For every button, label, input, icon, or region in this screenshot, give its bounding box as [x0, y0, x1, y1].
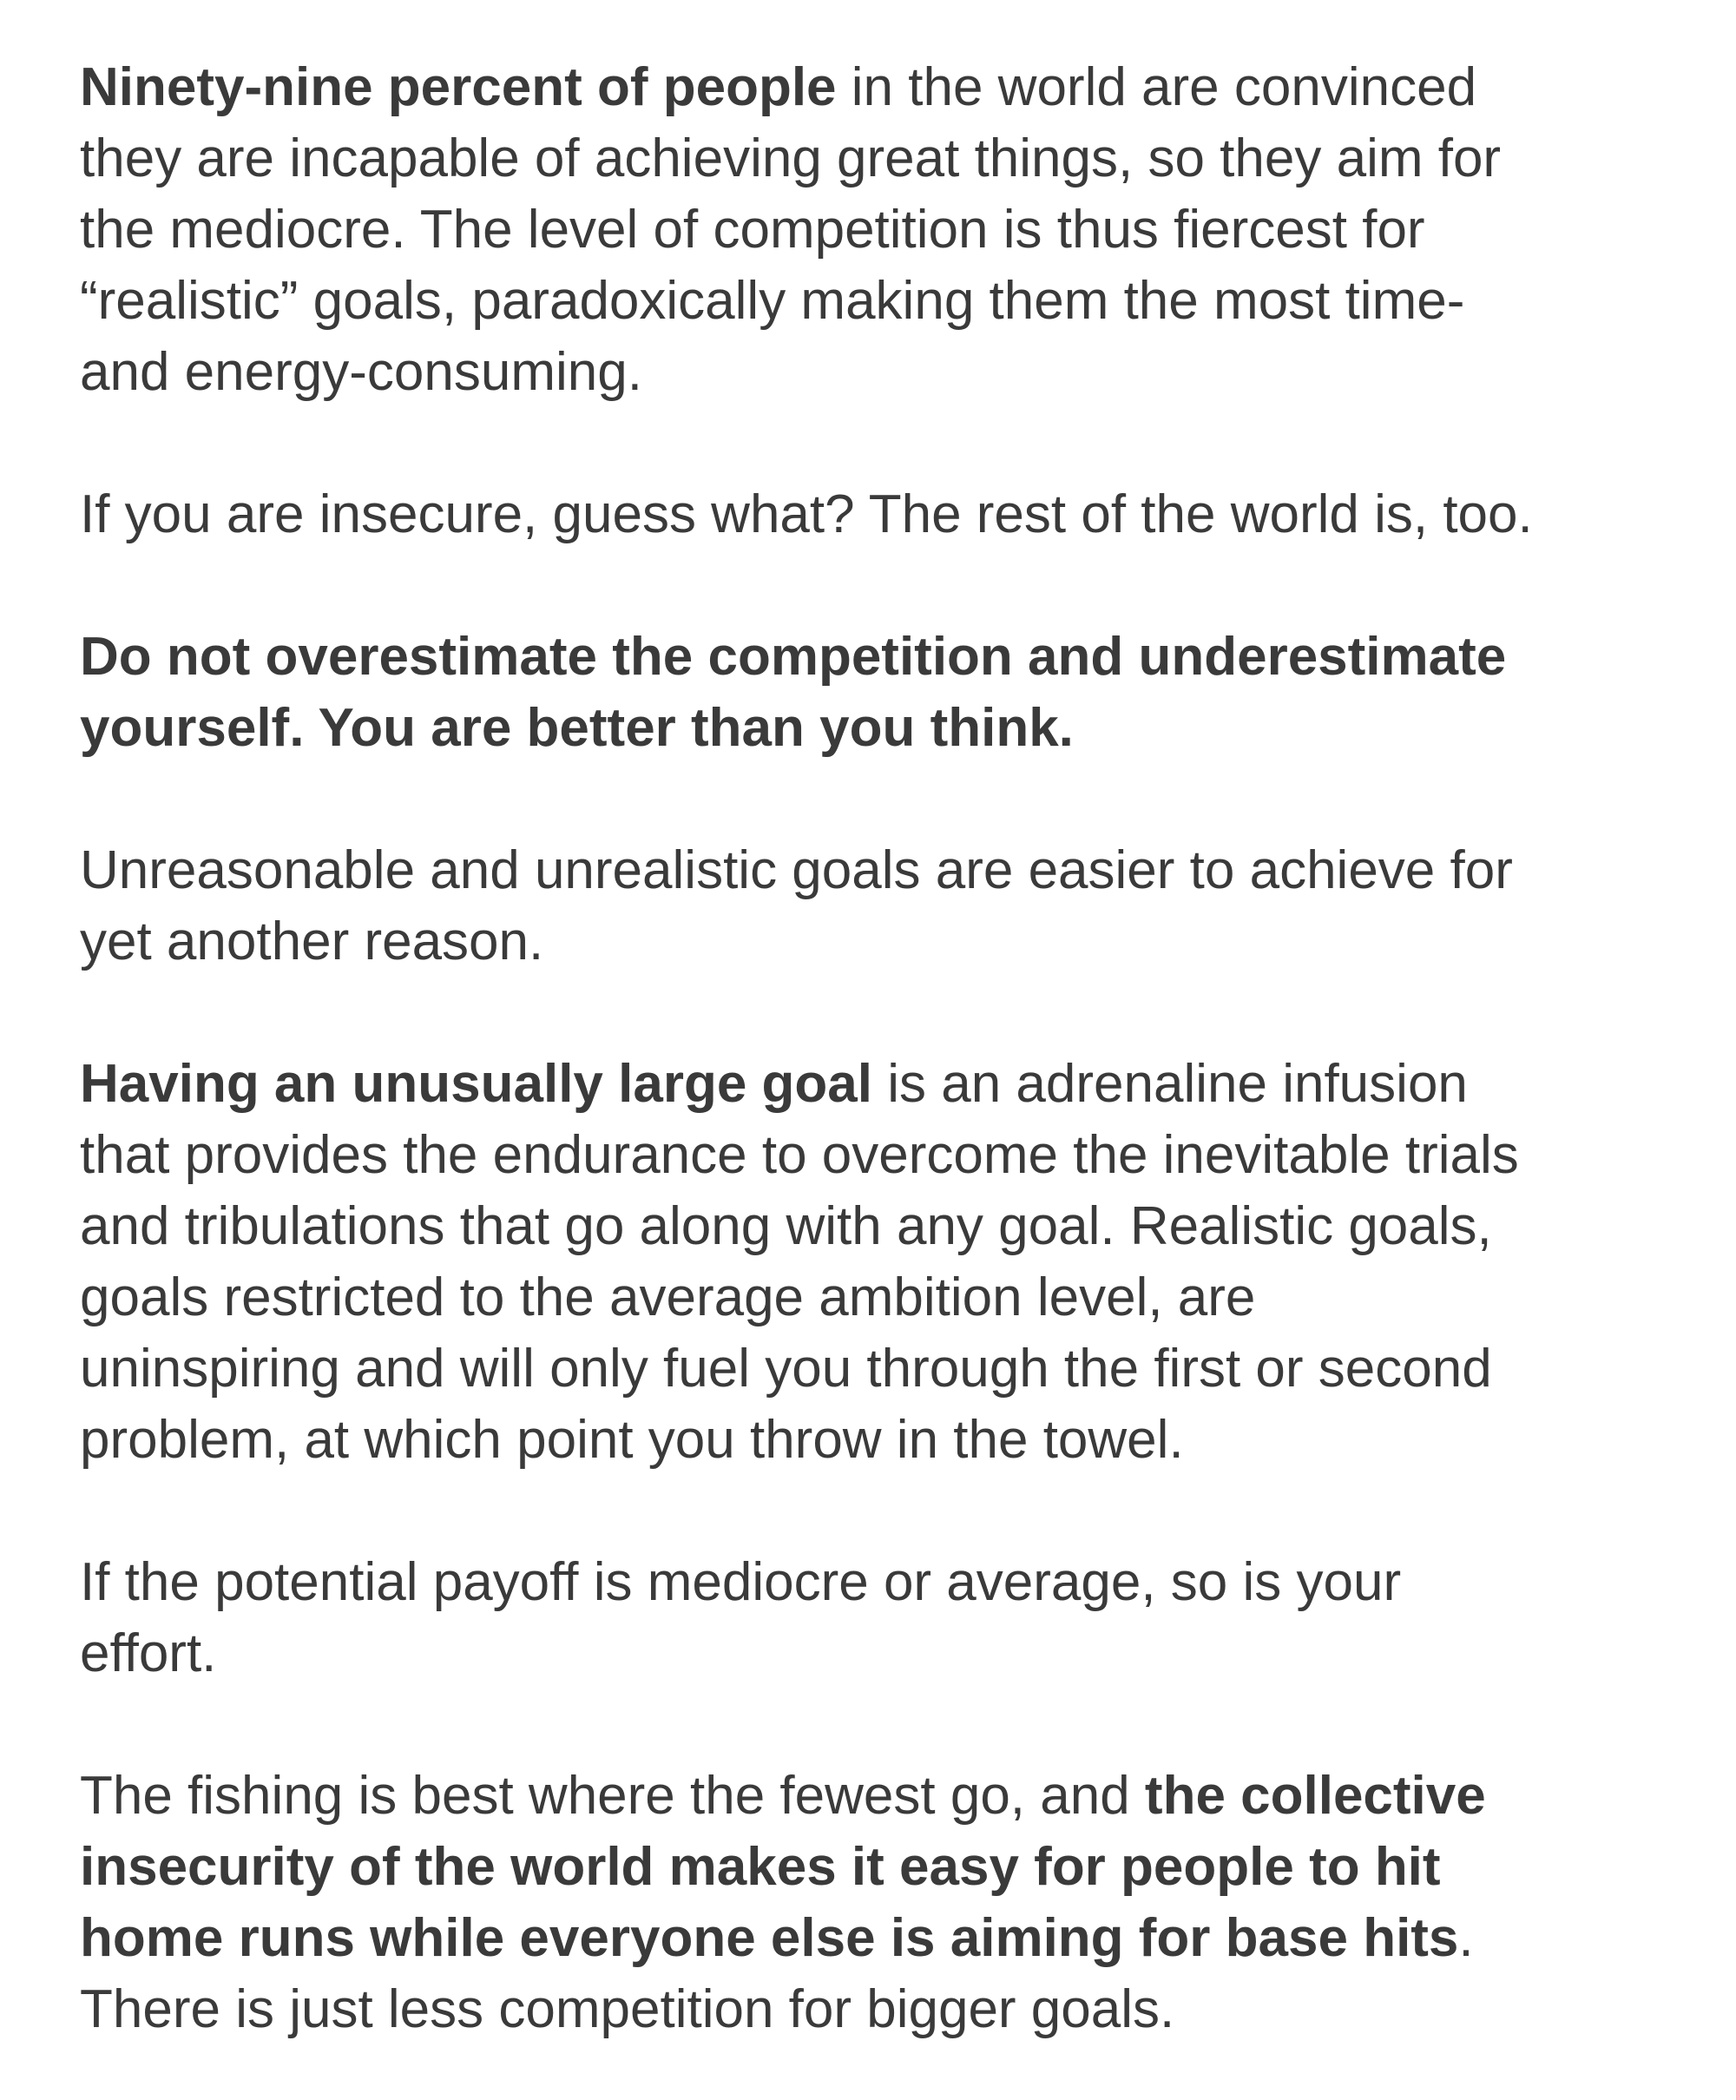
paragraph: [80, 479, 1712, 550]
text-run: the mediocre. The level of competition is thus fiercest for: [80, 200, 1425, 260]
bold-text-run: Ninety-nine percent of people: [80, 57, 837, 117]
text-run: The fishing is best where the fewest go, and: [80, 1766, 1145, 1826]
text-run: “realistic” goals, paradoxically making them the most time-: [80, 271, 1465, 331]
text-run: Unreasonable and unrealistic goals are easier to achieve for: [80, 840, 1513, 900]
text-run: There is just less competition for bigger goals.: [80, 1979, 1175, 2039]
text-line: [80, 1191, 1712, 1262]
document-page: [80, 52, 1712, 2045]
text-run: problem, at which point you throw in the towel.: [80, 1410, 1184, 1470]
text-run: effort.: [80, 1623, 217, 1683]
text-line: [80, 52, 1712, 123]
text-line: [80, 835, 1712, 906]
text-run: If the potential payoff is mediocre or average, so is your: [80, 1552, 1402, 1612]
text-line: [80, 337, 1712, 408]
paragraph: [80, 52, 1712, 408]
text-run: and energy-consuming.: [80, 342, 642, 402]
text-run: that provides the endurance to overcome the inevitable trials: [80, 1125, 1519, 1185]
text-line: [80, 479, 1712, 550]
paragraph: [80, 835, 1712, 978]
text-line: [80, 194, 1712, 266]
text-line: [80, 1405, 1712, 1476]
paragraph: [80, 1547, 1712, 1689]
bold-text-run: insecurity of the world makes it easy for people to hit: [80, 1837, 1441, 1897]
text-line: [80, 906, 1712, 978]
bold-text-run: Having an unusually large goal: [80, 1054, 872, 1114]
text-line: [80, 1761, 1712, 1832]
text-run: uninspiring and will only fuel you through the first or second: [80, 1339, 1492, 1399]
text-line: [80, 1333, 1712, 1405]
text-line: [80, 622, 1712, 693]
text-line: [80, 123, 1712, 194]
text-run: and tribulations that go along with any goal. Realistic goals,: [80, 1196, 1492, 1256]
text-line: [80, 693, 1712, 764]
text-line: [80, 1618, 1712, 1689]
text-run: in the world are convinced: [836, 57, 1477, 117]
text-run: goals restricted to the average ambition level, are: [80, 1267, 1256, 1327]
text-line: [80, 1049, 1712, 1120]
text-line: [80, 1547, 1712, 1618]
text-run: yet another reason.: [80, 912, 544, 971]
text-run: If you are insecure, guess what? The rest of the world is, too.: [80, 484, 1533, 544]
text-run: they are incapable of achieving great things, so they aim for: [80, 128, 1502, 188]
text-line: [80, 1832, 1712, 1903]
bold-text-run: yourself. You are better than you think.: [80, 698, 1074, 758]
paragraph: [80, 1049, 1712, 1476]
paragraph: [80, 622, 1712, 764]
text-run: is an adrenaline infusion: [872, 1054, 1468, 1114]
bold-text-run: Do not overestimate the competition and underestimate: [80, 627, 1507, 687]
text-line: [80, 1262, 1712, 1333]
text-line: [80, 266, 1712, 337]
text-line: [80, 1120, 1712, 1191]
text-line: [80, 1974, 1712, 2045]
bold-text-run: home runs while everyone else is aiming for base hits: [80, 1908, 1459, 1968]
paragraph: [80, 1761, 1712, 2045]
text-run: .: [1458, 1908, 1474, 1968]
text-line: [80, 1903, 1712, 1974]
bold-text-run: the collective: [1144, 1766, 1486, 1826]
